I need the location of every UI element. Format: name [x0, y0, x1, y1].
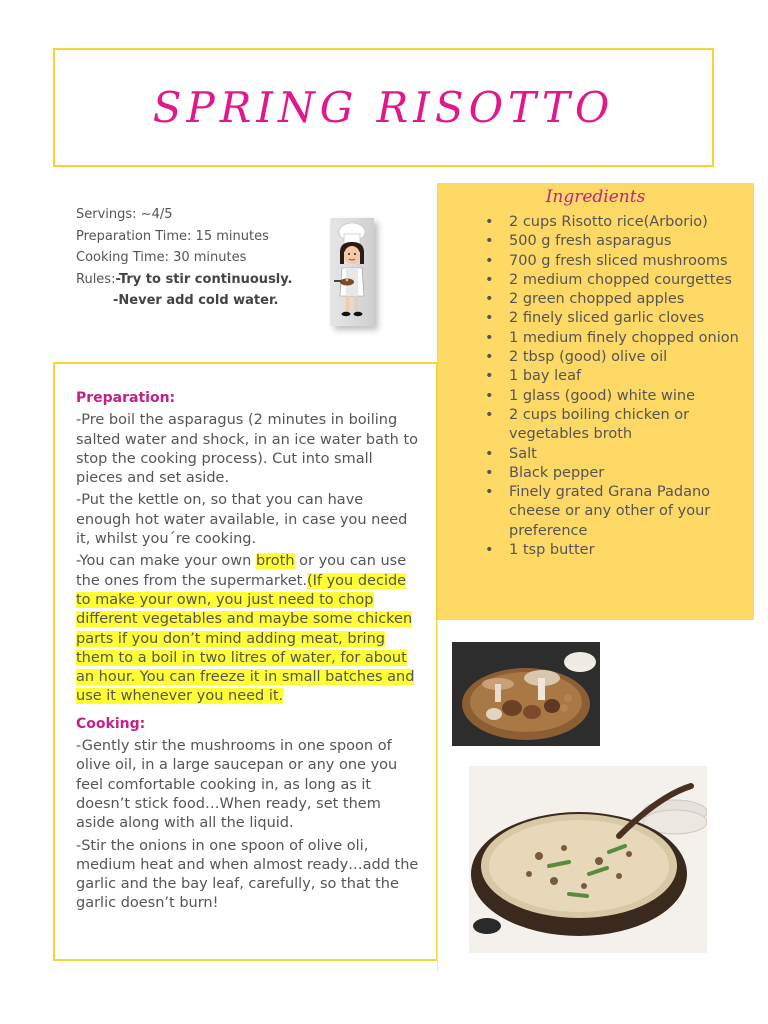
mushrooms-image-icon — [452, 642, 600, 746]
preparation-step-2: -Put the kettle on, so that you can have enough hot water available, in case you need it, whilst you´re cooking. — [76, 492, 408, 548]
preparation-step-3-start: -You can make your own — [76, 553, 256, 570]
preparation-step-3-mid: or you can use the ones from the supermarket. — [76, 553, 407, 589]
ingredients-list — [485, 213, 740, 560]
ingredient-item: • 1 glass (good) white wine — [485, 387, 740, 406]
ingredients-panel — [437, 183, 754, 620]
preparation-step-3 — [76, 552, 420, 706]
mushrooms-photo — [452, 642, 600, 746]
ingredient-item: • 1 tsp butter — [485, 541, 740, 560]
ingredient-item: • Salt — [485, 445, 740, 464]
cooking-step-1: -Gently stir the mushrooms in one spoon of olive oil, in a large saucepan or any one you feel comfortable cooking in, as long as it doesn’t stick food…When ready, set them aside along with all the liquid. — [76, 738, 398, 832]
ingredient-item: • 2 medium chopped courgettes — [485, 271, 740, 290]
servings: Servings: ~4/5 — [76, 207, 173, 222]
broth-highlight: broth — [255, 553, 295, 570]
ingredient-item: • 2 green chopped apples — [485, 290, 740, 309]
prep-time: Preparation Time: 15 minutes — [76, 228, 269, 244]
ingredient-item: • 2 cups Risotto rice(Arborio) — [485, 213, 740, 232]
ingredient-item: • 500 g fresh asparagus — [485, 232, 740, 251]
rule-2: -Never add cold water. — [113, 293, 279, 308]
ingredient-item: • 1 medium finely chopped onion — [485, 329, 740, 348]
ingredient-item: • 2 finely sliced garlic cloves — [485, 309, 740, 328]
rule-1: -Try to stir continuously. — [115, 271, 293, 287]
column-divider — [437, 620, 438, 972]
chef-icon — [330, 218, 374, 326]
cook-time: Cooking Time: 30 minutes — [76, 250, 247, 265]
ingredient-item: • 700 g fresh sliced mushrooms — [485, 252, 740, 271]
broth-tip-highlight: (If you decide to make your own, you just need to chop different vegetables and maybe some chicken parts if you don’t mind adding meat, bring them to a boil in two litres of water, for about an hour. You can freeze it in small batches and use it whenever you need it. — [76, 572, 415, 705]
rules-label: Rules: — [76, 271, 116, 287]
ingredients-heading: Ingredients — [545, 187, 646, 207]
title-box — [53, 48, 714, 167]
risotto-photo — [469, 766, 707, 953]
rules-line — [76, 269, 292, 291]
preparation-step-1: -Pre boil the asparagus (2 minutes in boiling salted water and shock, in an ice water bath to stop the cooking process). Cut into small pieces and set aside. — [76, 412, 418, 487]
preparation-heading: Preparation: — [76, 390, 176, 406]
method-box-left-border — [53, 362, 55, 961]
risotto-image-icon — [469, 766, 707, 953]
ingredient-item: • Black pepper — [485, 464, 740, 483]
ingredient-item: • 1 bay leaf — [485, 367, 740, 386]
chef-illustration — [330, 218, 374, 326]
method-text — [76, 389, 420, 917]
page-title: SPRING RISOTTO — [152, 83, 615, 132]
recipe-info — [76, 204, 292, 312]
ingredient-item: • 2 cups boiling chicken or vegetables broth — [485, 406, 740, 445]
cooking-step-2: -Stir the onions in one spoon of olive oli, medium heat and when almost ready…add the garlic and the bay leaf, carefully, so that the garlic doesn’t burn! — [76, 837, 419, 912]
cooking-heading: Cooking: — [76, 715, 146, 732]
ingredient-item: • Finely grated Grana Padano cheese or any other of your preference — [485, 483, 740, 541]
ingredient-item: • 2 tbsp (good) olive oil — [485, 348, 740, 367]
